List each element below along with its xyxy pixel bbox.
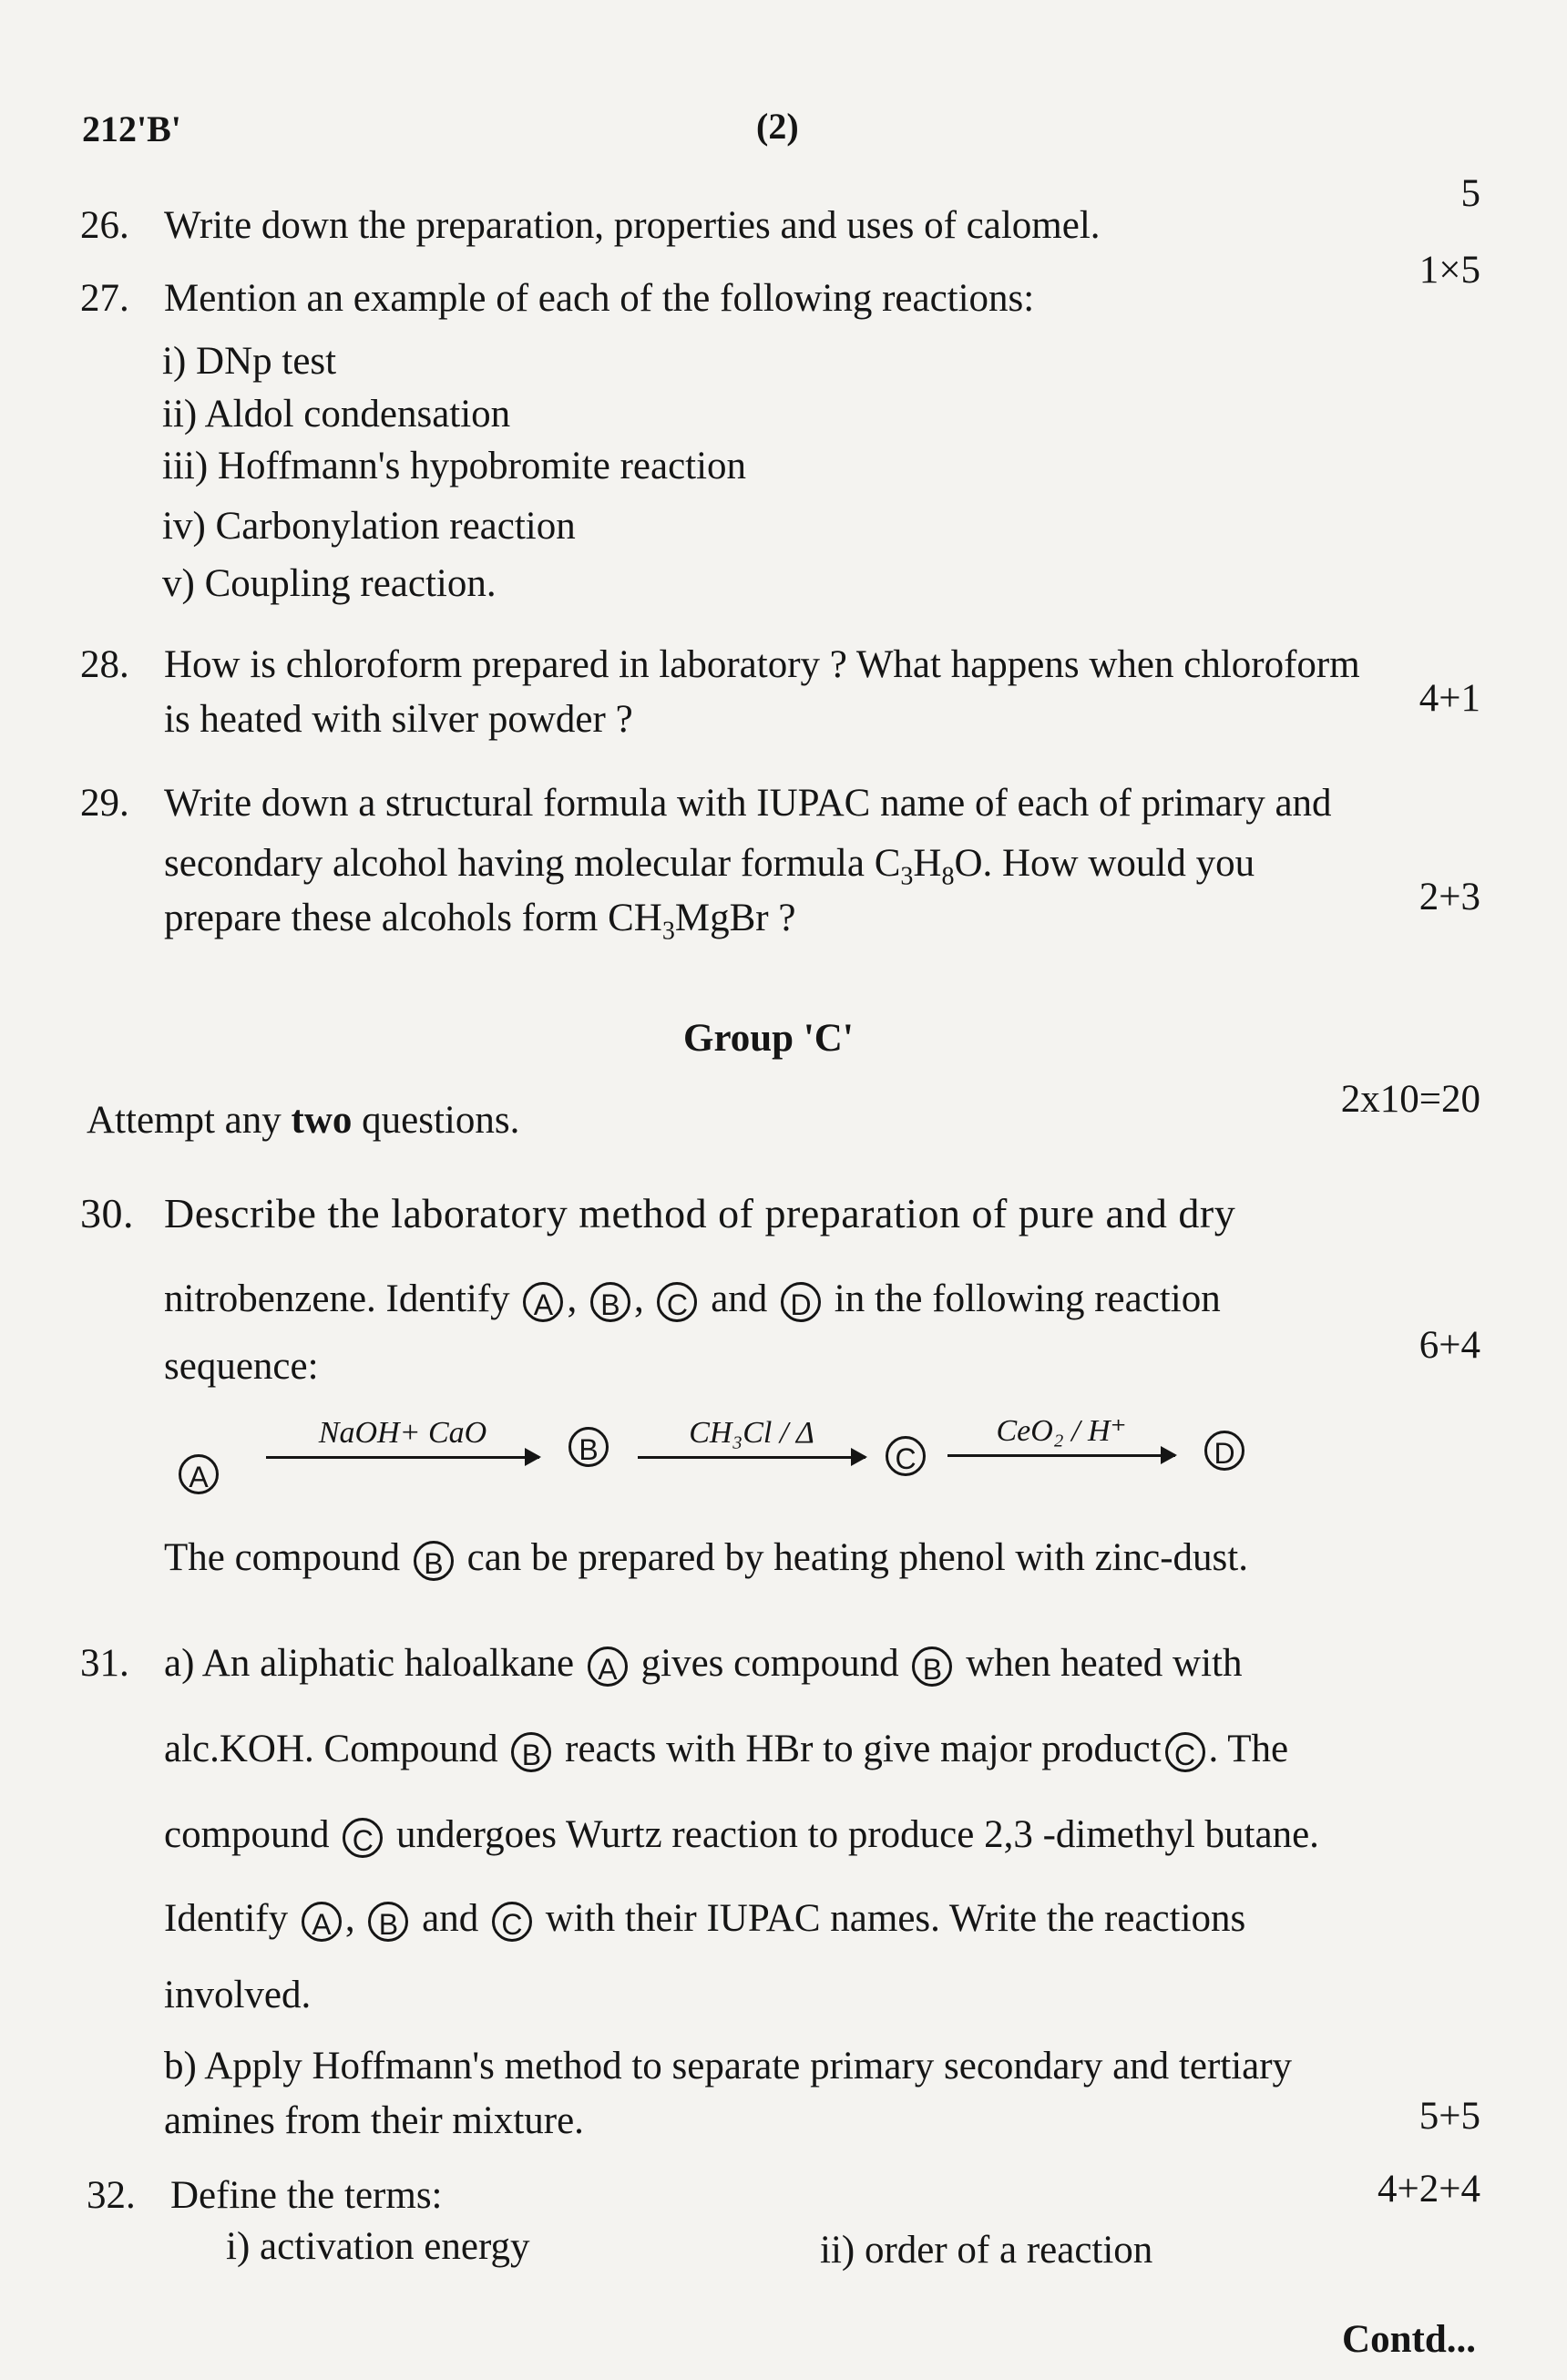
- question-number: 29.: [80, 782, 129, 825]
- group-title: Group 'C': [683, 1017, 854, 1060]
- reaction-arrow-1: [266, 1416, 539, 1459]
- text: gives compound: [640, 1642, 899, 1685]
- text: prepare these alcohols form CH: [164, 897, 662, 939]
- compound-b-label: B: [511, 1732, 551, 1772]
- question-number: 30.: [80, 1190, 134, 1236]
- marks-30: 6+4: [1418, 1324, 1480, 1367]
- compound-b-label: B: [568, 1427, 609, 1467]
- text: and: [711, 1277, 768, 1320]
- reaction-compound-b: [565, 1427, 612, 1467]
- subscript: 3: [661, 917, 675, 946]
- q27-item-5: v) Coupling reaction.: [162, 562, 497, 605]
- compound-a-label: A: [588, 1647, 628, 1687]
- question-32: [87, 2169, 443, 2223]
- text: questions.: [352, 1099, 520, 1142]
- question-31-line3: [164, 1808, 1319, 1862]
- text: H: [913, 842, 942, 885]
- reagent-label: CeO₂ / H⁺: [996, 1414, 1127, 1448]
- question-28: [80, 638, 1360, 692]
- marks-27: 1×5: [1418, 249, 1480, 292]
- marks-26: 5: [1460, 172, 1480, 215]
- compound-c-label: C: [657, 1282, 697, 1322]
- question-26: [80, 199, 1101, 253]
- arrow-line: [266, 1456, 539, 1459]
- reaction-compound-c: [882, 1436, 929, 1476]
- text: undergoes Wurtz reaction to produce 2,3 -dimethyl butane.: [396, 1813, 1319, 1856]
- marks-29: 2+3: [1418, 876, 1480, 918]
- question-number: 31.: [80, 1642, 129, 1685]
- question-31-b-line2: amines from their mixture.: [164, 2099, 584, 2142]
- text: nitrobenzene. Identify: [164, 1277, 510, 1320]
- reaction-arrow-3: [947, 1412, 1175, 1457]
- compound-c-label: C: [886, 1436, 926, 1476]
- text: in the following reaction: [834, 1277, 1221, 1320]
- compound-b-label: B: [368, 1902, 408, 1942]
- reaction-arrow-2: [638, 1416, 865, 1459]
- compound-c-label: C: [1165, 1732, 1205, 1772]
- text: secondary alcohol having molecular formula C: [164, 842, 901, 885]
- arrow-line: [638, 1456, 865, 1459]
- compound-c-label: C: [343, 1818, 383, 1858]
- q27-item-4: iv) Carbonylation reaction: [162, 505, 576, 548]
- question-31-line5: involved.: [164, 1974, 312, 2016]
- group-marks: 2x10=20: [1340, 1078, 1480, 1121]
- text: ,: [344, 1897, 355, 1940]
- text: MgBr ?: [674, 897, 796, 939]
- question-text: Mention an example of each of the following reactions:: [164, 277, 1035, 320]
- question-27: [80, 272, 1034, 326]
- text: a) An aliphatic haloalkane: [164, 1642, 575, 1685]
- question-31-b-line1: b) Apply Hoffmann's method to separate primary secondary and tertiary: [164, 2045, 1293, 2088]
- text: reacts with HBr to give major product: [565, 1728, 1162, 1770]
- reaction-compound-d: [1201, 1431, 1248, 1471]
- compound-a-label: A: [523, 1282, 563, 1322]
- q32-item-2: ii) order of a reaction: [820, 2229, 1153, 2272]
- text: ,: [633, 1277, 644, 1320]
- text: and: [422, 1897, 479, 1940]
- question-30: [80, 1186, 1235, 1241]
- reaction-compound-a: [175, 1454, 222, 1494]
- question-text-line1: Write down a structural formula with IUPAC name of each of primary and: [164, 782, 1332, 825]
- reagent-label: NaOH+ CaO: [318, 1416, 487, 1450]
- text: when heated with: [966, 1642, 1243, 1685]
- compound-b-label: B: [912, 1647, 952, 1687]
- question-31: [80, 1636, 1242, 1691]
- subscript: 8: [941, 862, 955, 891]
- question-28-line2: is heated with silver powder ?: [164, 698, 633, 741]
- compound-c-label: C: [492, 1902, 532, 1942]
- question-number: 28.: [80, 643, 129, 686]
- question-text: Define the terms:: [170, 2174, 443, 2217]
- compound-b-label: B: [590, 1282, 630, 1322]
- marks-28: 4+1: [1418, 677, 1480, 720]
- q27-item-1: i) DNp test: [162, 340, 337, 383]
- group-instruction: [87, 1093, 519, 1148]
- text: O. How would you: [954, 842, 1255, 885]
- question-29: [80, 776, 1332, 831]
- text: Attempt any: [87, 1099, 292, 1142]
- q27-item-3: iii) Hoffmann's hypobromite reaction: [162, 445, 747, 487]
- q32-item-1: i) activation energy: [226, 2225, 530, 2268]
- arrow-line: [947, 1454, 1175, 1457]
- marks-32: 4+2+4: [1377, 2168, 1480, 2211]
- question-text-line1: How is chloroform prepared in laboratory ? What happens when chloroform: [164, 643, 1360, 686]
- subscript: 3: [900, 862, 914, 891]
- question-number: 26.: [80, 204, 129, 247]
- question-29-line3: [164, 891, 795, 959]
- question-30-line2: [164, 1272, 1221, 1327]
- q27-item-2: ii) Aldol condensation: [162, 393, 511, 436]
- text: can be prepared by heating phenol with zinc-dust.: [466, 1536, 1248, 1579]
- question-text: Write down the preparation, properties and uses of calomel.: [164, 204, 1101, 247]
- text: with their IUPAC names. Write the reactions: [545, 1897, 1246, 1940]
- text: The compound: [164, 1536, 401, 1579]
- question-number: 32.: [87, 2174, 136, 2217]
- reagent-label: CH₃Cl / Δ: [689, 1416, 814, 1450]
- question-30-line4: [164, 1531, 1248, 1585]
- question-30-line3: sequence:: [164, 1345, 319, 1388]
- page-number: (2): [756, 106, 799, 147]
- text: . The: [1208, 1728, 1289, 1770]
- compound-d-label: D: [781, 1282, 821, 1322]
- compound-a-label: A: [302, 1902, 342, 1942]
- text: compound: [164, 1813, 330, 1856]
- compound-b-label: B: [414, 1541, 454, 1581]
- compound-d-label: D: [1204, 1431, 1244, 1471]
- question-31-line2: [164, 1722, 1288, 1777]
- paper-code: 212'B': [82, 108, 181, 149]
- question-31-line4: [164, 1892, 1245, 1946]
- text-bold: two: [291, 1099, 353, 1142]
- text: Identify: [164, 1897, 289, 1940]
- continued-label: Contd...: [1342, 2318, 1476, 2361]
- compound-a-label: A: [179, 1454, 219, 1494]
- text: ,: [567, 1277, 578, 1320]
- question-number: 27.: [80, 277, 129, 320]
- text: alc.KOH. Compound: [164, 1728, 498, 1770]
- question-text-line1: Describe the laboratory method of preparation of pure and dry: [164, 1190, 1236, 1236]
- marks-31: 5+5: [1418, 2095, 1480, 2138]
